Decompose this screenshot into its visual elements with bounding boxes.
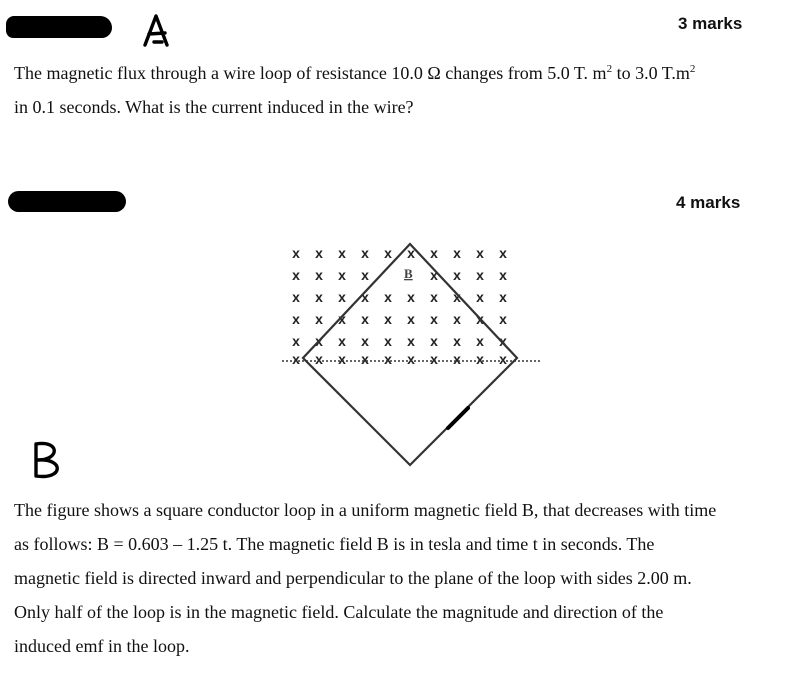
field-cross: x: [453, 333, 461, 349]
field-crosses: [292, 245, 507, 367]
field-cross: x: [292, 311, 300, 327]
handwritten-label-b: [30, 438, 62, 482]
question-a-sup1: 2: [606, 63, 613, 75]
field-cross: x: [476, 351, 484, 367]
field-cross: x: [361, 289, 369, 305]
field-cross: x: [430, 289, 438, 305]
field-cross: x: [430, 351, 438, 367]
field-cross: x: [384, 311, 392, 327]
field-cross: x: [453, 311, 461, 327]
question-a-text: [14, 56, 695, 124]
field-cross: x: [338, 267, 346, 283]
field-cross: x: [430, 311, 438, 327]
field-cross: x: [476, 289, 484, 305]
field-cross: x: [292, 333, 300, 349]
question-a-line2: in 0.1 seconds. What is the current induced in the wire?: [14, 97, 414, 117]
field-cross: x: [499, 311, 507, 327]
field-cross: x: [407, 245, 415, 261]
field-cross: x: [499, 333, 507, 349]
field-cross: x: [476, 267, 484, 283]
field-cross: x: [338, 245, 346, 261]
resistor-mark: [448, 408, 468, 428]
field-cross: x: [407, 289, 415, 305]
field-cross: x: [499, 289, 507, 305]
field-cross: x: [292, 289, 300, 305]
question-b-text: [14, 493, 716, 663]
field-cross: x: [315, 311, 323, 327]
field-cross: x: [361, 351, 369, 367]
field-cross: x: [499, 245, 507, 261]
field-cross: x: [499, 351, 507, 367]
field-cross: x: [338, 333, 346, 349]
field-cross: x: [407, 351, 415, 367]
field-cross: x: [361, 245, 369, 261]
field-cross: x: [361, 311, 369, 327]
question-a-sup2: 2: [689, 63, 696, 75]
field-cross: x: [453, 351, 461, 367]
question-b-line5: induced emf in the loop.: [14, 636, 190, 656]
question-b-line3: magnetic field is directed inward and perpendicular to the plane of the loop with sides 2.00 m.: [14, 568, 692, 588]
field-cross: x: [384, 245, 392, 261]
field-cross: x: [315, 267, 323, 283]
field-cross: x: [338, 289, 346, 305]
question-b-line2: as follows: B = 0.603 – 1.25 t. The magnetic field B is in tesla and time t in seconds. The: [14, 534, 655, 554]
question-a-line1-pre: The magnetic flux through a wire loop of resistance 10.0 Ω changes from 5.0 T. m: [14, 63, 607, 83]
field-cross: x: [292, 267, 300, 283]
field-cross: x: [315, 351, 323, 367]
field-cross: x: [384, 333, 392, 349]
field-cross: x: [407, 333, 415, 349]
question-b-line4: Only half of the loop is in the magnetic field. Calculate the magnitude and direction of the: [14, 602, 664, 622]
field-cross: x: [453, 267, 461, 283]
marks-a: 3 marks: [678, 14, 743, 33]
field-cross: x: [476, 311, 484, 327]
field-cross: x: [292, 245, 300, 261]
field-cross: x: [315, 333, 323, 349]
loop-figure: [270, 236, 550, 476]
field-cross: x: [361, 333, 369, 349]
field-cross: x: [430, 245, 438, 261]
field-label: B: [404, 266, 413, 281]
field-cross: x: [292, 351, 300, 367]
field-cross: x: [315, 245, 323, 261]
marks-b: 4 marks: [676, 193, 741, 212]
field-cross: x: [430, 333, 438, 349]
question-a-line1-mid: to 3.0 T.m: [612, 63, 690, 83]
field-cross: x: [453, 289, 461, 305]
redaction-bar-a: [6, 16, 112, 38]
handwritten-label-a: [140, 12, 174, 48]
field-cross: x: [476, 333, 484, 349]
redaction-bar-b: [8, 191, 126, 212]
field-cross: x: [384, 289, 392, 305]
question-b-line1: The figure shows a square conductor loop in a uniform magnetic field B, that decreases with time: [14, 500, 717, 520]
field-cross: x: [407, 311, 415, 327]
field-cross: x: [476, 245, 484, 261]
field-cross: x: [453, 245, 461, 261]
field-cross: x: [499, 267, 507, 283]
field-cross: x: [384, 351, 392, 367]
field-cross: x: [361, 267, 369, 283]
field-cross: x: [338, 311, 346, 327]
field-cross: x: [338, 351, 346, 367]
field-cross: x: [430, 267, 438, 283]
field-cross: x: [315, 289, 323, 305]
